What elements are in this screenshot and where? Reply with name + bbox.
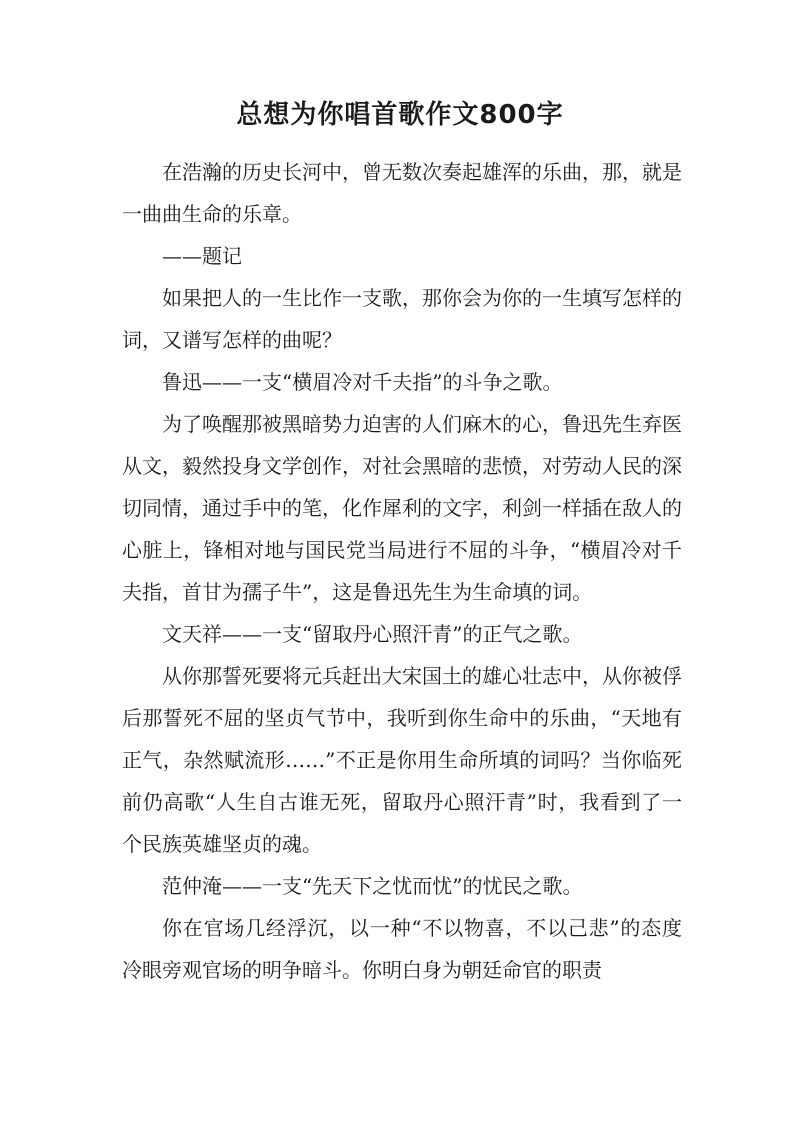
paragraph: 从你那誓死要将元兵赶出大宋国土的雄心壮志中，从你被俘后那誓死不屈的坚贞气节中，我听到你生命中的乐曲，“天地有正气，杂然赋流形……”不正是你用生命所填的词吗？当你临死前仍高歌“人生自古谁无死，留取丹心照汗青”时，我看到了一个民族英雄坚贞的魂。 (122, 664, 682, 856)
paragraph: 为了唤醒那被黑暗势力迫害的人们麻木的心，鲁迅先生弃医从文，毅然投身文学创作，对社会黑暗的悲愤，对劳动人民的深切同情，通过手中的笔，化作犀利的文字，利剑一样插在敌人的心脏上，锋相对地与国民党当局进行不屈的斗争，“横眉冷对千夫指，首甘为孺子牛”，这是鲁迅先生为生命填的词。 (122, 412, 682, 604)
document-body (122, 151, 682, 991)
document-title: 总想为你唱首歌作文800字 (236, 100, 564, 130)
paragraph: 文天祥——一支“留取丹心照汗青”的正气之歌。 (162, 622, 583, 646)
paragraph: ——题记 (162, 244, 242, 268)
paragraph: 范仲淹——一支“先天下之忧而忧”的忧民之歌。 (162, 874, 583, 898)
paragraph: 在浩瀚的历史长河中，曾无数次奏起雄浑的乐曲，那，就是一曲曲生命的乐章。 (122, 160, 682, 226)
paragraph: 你在官场几经浮沉，以一种“不以物喜，不以己悲”的态度冷眼旁观官场的明争暗斗。你明白身为朝廷命官的职责 (122, 916, 682, 982)
paragraph: 鲁迅——一支“横眉冷对千夫指”的斗争之歌。 (162, 370, 563, 394)
paragraph: 如果把人的一生比作一支歌，那你会为你的一生填写怎样的词，又谱写怎样的曲呢？ (122, 286, 682, 352)
